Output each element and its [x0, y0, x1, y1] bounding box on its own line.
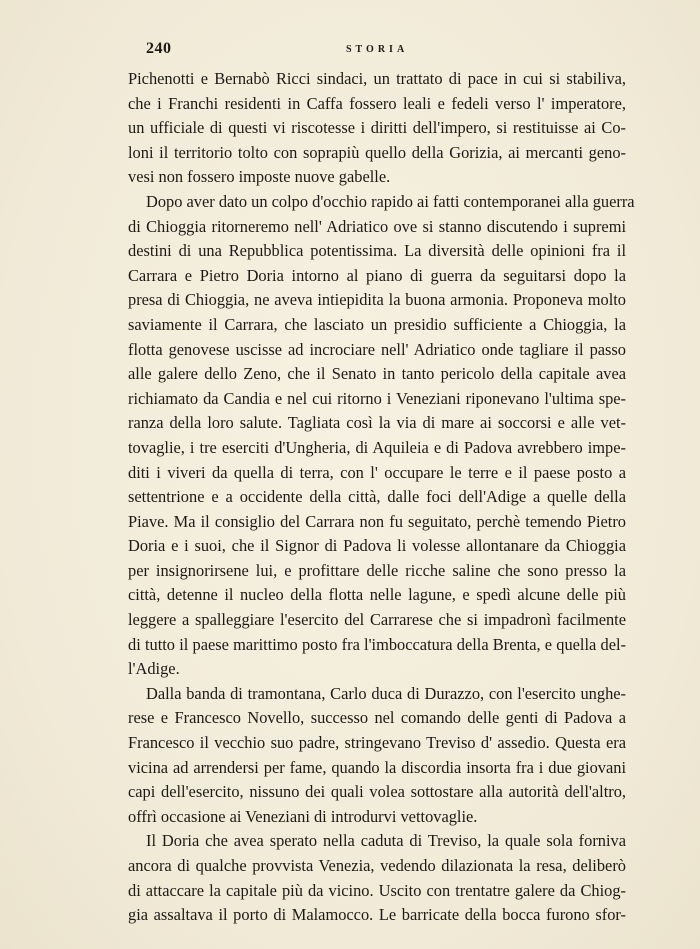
text-line: gia assaltava il porto di Malamocco. Le barricate della bocca furono sfor- [128, 905, 626, 925]
text-line: vicina ad arrendersi per fame, quando la discordia insorta fra i due giovani [128, 757, 626, 777]
running-head: STORIA [346, 44, 409, 55]
text-line: rese e Francesco Novello, successo nel comando delle genti di Padova a [128, 708, 626, 728]
page-header [146, 40, 630, 60]
text-line: Dalla banda di tramontana, Carlo duca di Durazzo, con l'esercito unghe- [146, 683, 626, 703]
text-line: vesi non fossero imposte nuove gabelle. [128, 167, 391, 187]
text-line: settentrione e a occidente della città, dalle foci dell'Adige a quelle della [128, 487, 626, 507]
page-number: 240 [146, 40, 172, 57]
text-line: leggere a spalleggiare l'esercito del Carrarese che si impadronì facilmente [128, 610, 626, 630]
paragraph [128, 190, 635, 682]
text-line: l'Adige. [128, 659, 180, 679]
text-line: diti i viveri da quella di terra, con l' occupare le terre e il paese posto a [128, 462, 626, 482]
text-line: offrì occasione ai Veneziani di introdurvi vettovaglie. [128, 806, 478, 826]
text-line: loni il territorio tolto con soprapiù quello della Gorizia, ai mercanti geno- [128, 142, 626, 162]
paragraph [128, 829, 626, 927]
body-text [128, 67, 635, 928]
text-line: per insignorirsene lui, e profittare delle ricche saline che sono presso la [128, 560, 626, 580]
text-line: città, detenne il nucleo della flotta nelle lagune, e spedì alcune delle più [128, 585, 626, 605]
text-line: Carrara e Pietro Doria intorno al piano di guerra da seguitarsi dopo la [128, 265, 626, 285]
text-line: capi dell'esercito, nissuno dei quali volea sottostare alla autorità dell'altro, [128, 782, 626, 802]
text-line: tovaglie, i tre eserciti d'Ungheria, di Aquileia e di Padova avrebbero impe- [128, 437, 626, 457]
text-line: ranza della loro salute. Tagliata così la via di mare ai soccorsi e alle vet- [128, 413, 626, 433]
text-line: destini di una Repubblica potentissima. La diversità delle opinioni fra il [128, 241, 626, 261]
text-line: di attaccare la capitale più da vicino. Uscito con trentatre galere da Chiog- [128, 880, 626, 900]
text-line: presa di Chioggia, ne aveva intiepidita la buona armonia. Proponeva molto [128, 290, 626, 310]
text-line: che i Franchi residenti in Caffa fossero leali e fedeli verso l' imperatore, [128, 93, 626, 113]
text-line: di tutto il paese marittimo posto fra l'imboccatura della Brenta, e quella del- [128, 634, 626, 654]
text-line: di Chioggia ritorneremo nell' Adriatico ove si stanno discutendo i supremi [128, 216, 626, 236]
text-line: richiamato da Candia e nel cui ritorno i Veneziani riponevano l'ultima spe- [128, 388, 626, 408]
text-line: Il Doria che avea sperato nella caduta di Treviso, la quale sola forniva [146, 831, 626, 851]
text-line: un ufficiale di questi vi riscotesse i diritti dell'impero, si restituisse ai Co- [128, 118, 626, 138]
paragraph [128, 682, 626, 830]
text-line: ancora di qualche provvista Venezia, vedendo dilazionata la resa, deliberò [128, 856, 626, 875]
text-line: flotta genovese uscisse ad incrociare nell' Adriatico onde tagliare il passo [128, 339, 626, 359]
text-line: Piave. Ma il consiglio del Carrara non fu seguitato, perchè temendo Pietro [128, 511, 626, 531]
text-line: Pichenotti e Bernabò Ricci sindaci, un trattato di pace in cui si stabiliva, [128, 69, 626, 88]
text-line: saviamente il Carrara, che lasciato un presidio sufficiente a Chioggia, la [128, 314, 626, 334]
paragraph [128, 67, 626, 190]
text-line: Francesco il vecchio suo padre, stringevano Treviso d' assedio. Questa era [128, 733, 626, 753]
text-line: Doria e i suoi, che il Signor di Padova li volesse allontanare da Chioggia [128, 536, 626, 556]
text-line: alle galere dello Zeno, che il Senato in tanto pericolo della capitale avea [128, 364, 626, 384]
text-line: Dopo aver dato un colpo d'occhio rapido ai fatti contemporanei alla guerra [146, 191, 635, 211]
